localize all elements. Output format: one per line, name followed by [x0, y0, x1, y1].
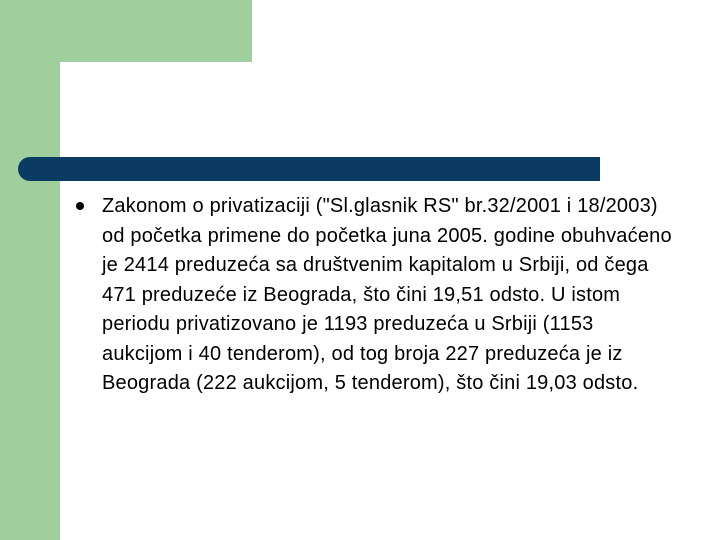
- decorative-green-left-band: [0, 0, 60, 540]
- slide-body: [72, 192, 672, 399]
- decorative-rounded-corner: [60, 62, 120, 122]
- bullet-item: [72, 192, 672, 399]
- title-bar: [18, 157, 600, 181]
- bullet-dot-icon: [76, 202, 84, 210]
- bullet-text: Zakonom o privatizaciji ("Sl.glasnik RS" br.32/2001 i 18/2003) od početka primene do početka juna 2005. godine obuhvaćeno je 2414 preduzeća sa društvenim kapitalom u Srbiji, od čega 471 preduzeće iz Beograda, što čini 19,51 odsto. U istom periodu privatizovano je 1193 preduzeća u Srbiji (1153 aukcijom i 40 tenderom), od tog broja 227 preduzeća je iz Beograda (222 aukcijom, 5 tenderom), što čini 19,03 odsto.: [102, 195, 672, 394]
